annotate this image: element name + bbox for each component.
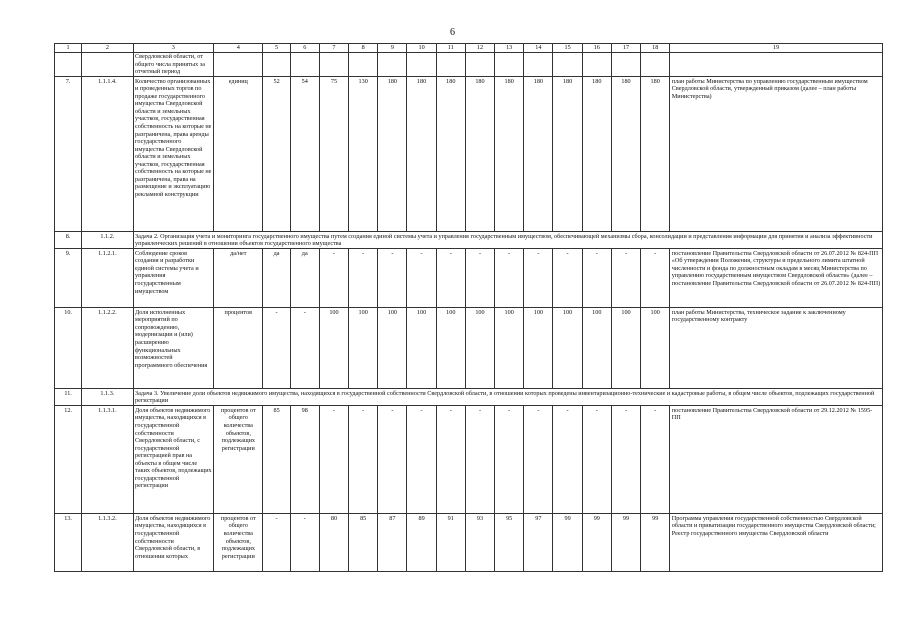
year-value-cell: 100 [436,308,465,389]
data-source-cell: постановление Правительства Свердловской области от 29.12.2012 № 1595-ПП [670,406,883,514]
year-value-cell [349,52,378,77]
year-value-cell: - [436,249,465,308]
year-value-cell: - [290,308,319,389]
indicator-name-cell: Свердловской области, от общего числа принятых за отчетный период [133,52,214,77]
year-value-cell [641,52,670,77]
year-value-cell: 180 [582,77,611,232]
indicator-row [55,52,883,77]
year-value-cell: - [495,249,524,308]
year-value-cell: - [641,406,670,514]
row-code-cell: 1.1.3.2. [82,514,133,572]
year-value-cell: 99 [611,514,640,572]
indicator-name-cell: Количество организованных и проведенных торгов по продаже государственного имущества Свердловской области и земельных участков, государственная собственность на которые не разграничена, права аренды государственного имущества Свердловской области и земельных участков, государственная собственность на которые не разграничена, права на размещение и эксплуатацию рекламной конструкции [133,77,214,232]
year-value-cell [611,52,640,77]
year-value-cell: - [349,249,378,308]
year-value-cell: - [611,249,640,308]
year-value-cell: 100 [524,308,553,389]
column-number-cell: 7 [319,44,348,53]
year-value-cell [495,52,524,77]
year-value-cell: 130 [349,77,378,232]
year-value-cell: - [465,249,494,308]
task-description-cell: Задача 2. Организация учета и мониторинга государственного имущества путем создания единой системы учета и управления государственным имуществом, обеспечивающей механизмы сбора, консолидации и представления информации для принятия и анализа эффективности управленческих решений в отношении объектов государственного имущества [133,232,882,249]
year-value-cell: 54 [290,77,319,232]
unit-cell: да/нет [214,249,263,308]
row-number-cell: 8. [55,232,82,249]
year-value-cell: 100 [611,308,640,389]
year-value-cell: 52 [263,77,290,232]
year-value-cell: - [641,249,670,308]
year-value-cell: - [378,249,407,308]
data-source-cell: Программа управления государственной собственностью Свердловской области и приватизации государственного имущества Свердловской области; Реестр государственного имущества Свердловской области [670,514,883,572]
year-value-cell [290,52,319,77]
year-value-cell [378,52,407,77]
task-description-cell: Задача 3. Увеличение доли объектов недвижимого имущества, находящихся в государственной собственности Свердловской области, в отношении которых проведены инвентаризационно-технические и кадастровые работы, в общем числе объектов, подлежащих государственной регистрации [133,389,882,406]
row-number-cell: 13. [55,514,82,572]
data-source-cell: постановление Правительства Свердловской области от 26.07.2012 № 824-ПП «Об утверждении Положения, структуры и предельного лимита штатной численности и фонда по должностным окладам в месяц Министерства по управлению государственным имуществом Свердловской области» (далее – постановление Правительства Свердловской области от 26.07.2012 № 824-ПП) [670,249,883,308]
data-source-cell: план работы Министерства, техническое задание к заключенному государственному контракту [670,308,883,389]
unit-cell: процентов от общего количества объектов, подлежащих регистрации [214,406,263,514]
year-value-cell: 100 [407,308,436,389]
column-number-cell: 17 [611,44,640,53]
year-value-cell: 99 [582,514,611,572]
year-value-cell: 95 [495,514,524,572]
year-value-cell: 85 [349,514,378,572]
year-value-cell: - [524,249,553,308]
year-value-cell: 180 [611,77,640,232]
year-value-cell: - [524,406,553,514]
column-number-cell: 14 [524,44,553,53]
year-value-cell: 180 [407,77,436,232]
year-value-cell: 85 [263,406,290,514]
column-number-cell: 1 [55,44,82,53]
year-value-cell: 99 [553,514,582,572]
year-value-cell [319,52,348,77]
year-value-cell: - [349,406,378,514]
unit-cell: процентов от общего количества объектов, подлежащих регистрации [214,514,263,572]
year-value-cell: - [263,308,290,389]
indicator-name-cell: Доля объектов недвижимого имущества, находящихся в государственной собственности Свердловской области, в отношении которых [133,514,214,572]
year-value-cell: 180 [641,77,670,232]
row-code-cell: 1.1.2.1. [82,249,133,308]
row-code-cell: 1.1.1.4. [82,77,133,232]
year-value-cell: 100 [553,308,582,389]
task-section-row [55,389,883,406]
row-number-cell: 9. [55,249,82,308]
indicator-name-cell: Доля исполненных мероприятий по сопровождению, модернизации и (или) расширению функциональных возможностей программного обеспечения [133,308,214,389]
year-value-cell: 100 [465,308,494,389]
row-number-cell: 7. [55,77,82,232]
column-number-cell: 9 [378,44,407,53]
year-value-cell: - [319,249,348,308]
year-value-cell: - [582,249,611,308]
column-number-cell: 4 [214,44,263,53]
row-number-cell: 11. [55,389,82,406]
year-value-cell [524,52,553,77]
year-value-cell: 98 [290,406,319,514]
year-value-cell: да [290,249,319,308]
year-value-cell: 180 [495,77,524,232]
task-section-row [55,232,883,249]
year-value-cell [553,52,582,77]
indicator-row [55,249,883,308]
page-number: 6 [450,27,455,38]
year-value-cell [465,52,494,77]
column-number-cell: 5 [263,44,290,53]
column-number-cell: 6 [290,44,319,53]
column-number-cell: 18 [641,44,670,53]
year-value-cell: 180 [378,77,407,232]
year-value-cell: - [378,406,407,514]
year-value-cell: 91 [436,514,465,572]
indicator-row [55,406,883,514]
year-value-cell: 100 [641,308,670,389]
column-number-cell: 11 [436,44,465,53]
indicator-row [55,514,883,572]
column-number-cell: 10 [407,44,436,53]
column-number-cell: 15 [553,44,582,53]
year-value-cell: 89 [407,514,436,572]
year-value-cell: 100 [349,308,378,389]
year-value-cell: - [582,406,611,514]
year-value-cell: - [553,249,582,308]
indicator-row [55,77,883,232]
year-value-cell: 99 [641,514,670,572]
year-value-cell: 97 [524,514,553,572]
year-value-cell [582,52,611,77]
row-code-cell: 1.1.2. [82,232,133,249]
year-value-cell: да [263,249,290,308]
year-value-cell [407,52,436,77]
column-number-cell: 16 [582,44,611,53]
year-value-cell: 100 [495,308,524,389]
data-source-cell: план работы Министерства по управлению государственным имуществом Свердловской области, утвержденный приказом (далее – план работы Министерства) [670,77,883,232]
year-value-cell [263,52,290,77]
row-code-cell: 1.1.3. [82,389,133,406]
column-number-cell: 12 [465,44,494,53]
indicator-row [55,308,883,389]
year-value-cell: 100 [582,308,611,389]
column-number-cell: 8 [349,44,378,53]
row-number-cell: 12. [55,406,82,514]
column-number-cell: 2 [82,44,133,53]
unit-cell [214,52,263,77]
column-number-cell: 19 [670,44,883,53]
column-number-row [55,44,883,53]
data-source-cell [670,52,883,77]
row-code-cell [82,52,133,77]
year-value-cell: 100 [378,308,407,389]
year-value-cell: - [553,406,582,514]
year-value-cell: - [319,406,348,514]
row-number-cell: 10. [55,308,82,389]
row-code-cell: 1.1.3.1. [82,406,133,514]
year-value-cell: 180 [524,77,553,232]
row-code-cell: 1.1.2.2. [82,308,133,389]
column-number-cell: 13 [495,44,524,53]
year-value-cell: 87 [378,514,407,572]
year-value-cell: 180 [436,77,465,232]
year-value-cell: - [407,406,436,514]
unit-cell: единиц [214,77,263,232]
indicator-name-cell: Соблюдение сроков создания и разработки единой системы учета и управления государственным имуществом [133,249,214,308]
year-value-cell: - [407,249,436,308]
year-value-cell: 93 [465,514,494,572]
year-value-cell: 75 [319,77,348,232]
year-value-cell: - [465,406,494,514]
indicators-table [54,43,883,572]
year-value-cell: - [436,406,465,514]
unit-cell: процентов [214,308,263,389]
year-value-cell: 80 [319,514,348,572]
year-value-cell: - [263,514,290,572]
year-value-cell: 180 [553,77,582,232]
year-value-cell [436,52,465,77]
year-value-cell: 180 [465,77,494,232]
year-value-cell: 100 [319,308,348,389]
year-value-cell: - [290,514,319,572]
indicator-name-cell: Доля объектов недвижимого имущества, находящихся в государственной собственности Свердловской области, с государственной регистрацией прав на объекты в общем числе таких объектов, подлежащих государственной регистрации [133,406,214,514]
year-value-cell: - [495,406,524,514]
row-number-cell [55,52,82,77]
year-value-cell: - [611,406,640,514]
column-number-cell: 3 [133,44,214,53]
